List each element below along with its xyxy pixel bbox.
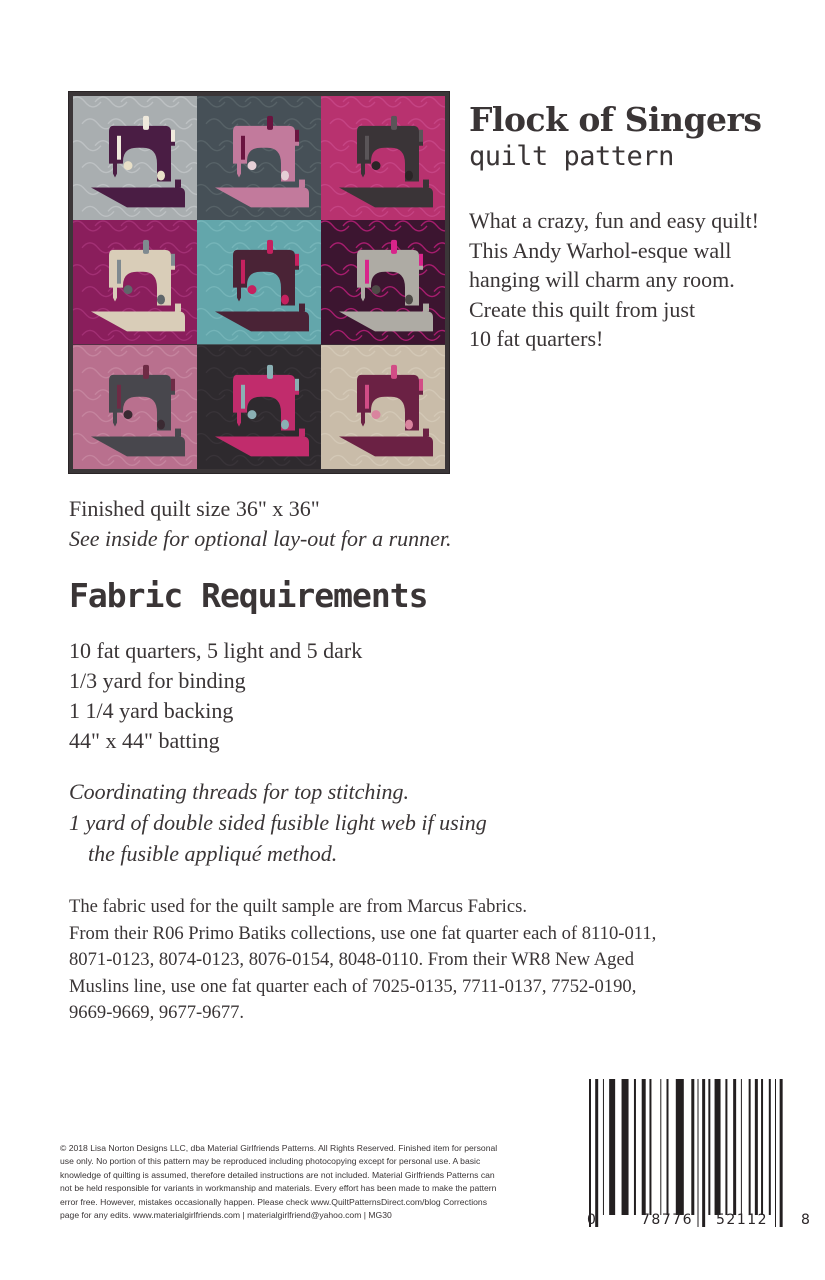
description-line: 10 fat quarters! — [469, 326, 604, 351]
pattern-subtitle: quilt pattern — [469, 141, 674, 172]
sewing-machine-icon — [197, 220, 321, 344]
copyright-notice — [60, 1142, 570, 1222]
sewing-machine-icon — [73, 96, 197, 220]
sewing-machine-icon — [321, 345, 445, 469]
requirement-item: 10 fat quarters, 5 light and 5 dark — [69, 638, 363, 663]
additional-supplies — [69, 776, 487, 869]
barcode-bars — [585, 1075, 817, 1235]
quilt-photo — [69, 92, 449, 473]
description-line: Create this quilt from just — [469, 296, 696, 322]
fabric-source-line: The fabric used for the quilt sample are from Marcus Fabrics. — [69, 896, 527, 917]
supply-note: the fusible appliqué method. — [88, 841, 338, 866]
requirement-item: 44" x 44" batting — [69, 728, 220, 753]
sewing-machine-icon — [197, 345, 321, 469]
copyright-line: knowledge of quilting is assumed, therefore detailed instructions are not included. Material Girlfriends Patterns can — [60, 1169, 495, 1180]
quilt-block-sewing-machine — [73, 220, 197, 344]
sewing-machine-icon — [321, 96, 445, 220]
fabric-source-line: 8071-0123, 8074-0123, 8076-0154, 8048-0110. From their WR8 New Aged — [69, 949, 634, 970]
sewing-machine-icon — [73, 220, 197, 344]
pattern-description — [469, 206, 809, 354]
copyright-line: use only. No portion of this pattern may be reproduced including photocopying except for personal use. A basic — [60, 1156, 481, 1167]
supply-note: Coordinating threads for top stitching. — [69, 779, 410, 804]
copyright-line: error free. However, mistakes occasionally happen. Please check www.QuiltPatternsDirect.com/blog Corrections — [60, 1196, 488, 1207]
upc-barcode — [585, 1075, 817, 1235]
fabric-source-line: 9669-9669, 9677-9677. — [69, 1002, 245, 1023]
quilt-block-sewing-machine — [197, 345, 321, 469]
pattern-header — [469, 100, 762, 174]
fabric-source-paragraph — [69, 894, 769, 1027]
requirement-item: 1/3 yard for binding — [69, 668, 246, 693]
quilt-block-sewing-machine — [321, 96, 445, 220]
runner-layout-note: See inside for optional lay-out for a runner. — [69, 526, 452, 551]
barcode-number-system: 0 — [587, 1212, 598, 1228]
sewing-machine-icon — [197, 96, 321, 220]
quilt-block-sewing-machine — [73, 345, 197, 469]
description-line: This Andy Warhol-esque wall — [469, 237, 732, 263]
barcode-right-digits: 52112 — [716, 1212, 769, 1228]
requirement-item: 1 1/4 yard backing — [69, 698, 234, 723]
fabric-source-line: Muslins line, use one fat quarter each of 7025-0135, 7711-0137, 7752-0190, — [69, 975, 637, 997]
supply-note: 1 yard of double sided fusible light web if using — [69, 810, 487, 835]
pattern-title: Flock of Singers — [469, 100, 762, 139]
copyright-line: page for any edits. www.materialgirlfriends.com | materialgirlfriend@yahoo.com | MG30 — [60, 1210, 392, 1221]
finished-size-text: Finished quilt size 36" x 36" — [69, 496, 320, 521]
quilt-block-sewing-machine — [321, 345, 445, 469]
quilt-block-sewing-machine — [321, 220, 445, 344]
quilt-block-sewing-machine — [197, 96, 321, 220]
barcode-left-digits: 78776 — [641, 1212, 694, 1228]
fabric-requirements-heading: Fabric Requirements — [69, 576, 428, 615]
quilt-block-sewing-machine — [73, 96, 197, 220]
description-line: What a crazy, fun and easy quilt! — [469, 208, 759, 233]
copyright-line: not be held responsible for variants in workmanship and materials. Every effort has been made to make the pattern — [60, 1183, 497, 1194]
fabric-source-line: From their R06 Primo Batiks collections, use one fat quarter each of 8110-011, — [69, 922, 657, 944]
quilt-block-sewing-machine — [197, 220, 321, 344]
quilt-block-grid — [73, 96, 445, 469]
copyright-line: © 2018 Lisa Norton Designs LLC, dba Material Girlfriends Patterns. All Rights Reserved. Finished item for personal — [60, 1143, 498, 1153]
barcode-check-digit: 8 — [801, 1212, 812, 1228]
sewing-machine-icon — [73, 345, 197, 469]
finished-size — [69, 494, 452, 554]
sewing-machine-icon — [321, 220, 445, 344]
description-line: hanging will charm any room. — [469, 267, 735, 292]
fabric-requirements-list — [69, 636, 362, 756]
